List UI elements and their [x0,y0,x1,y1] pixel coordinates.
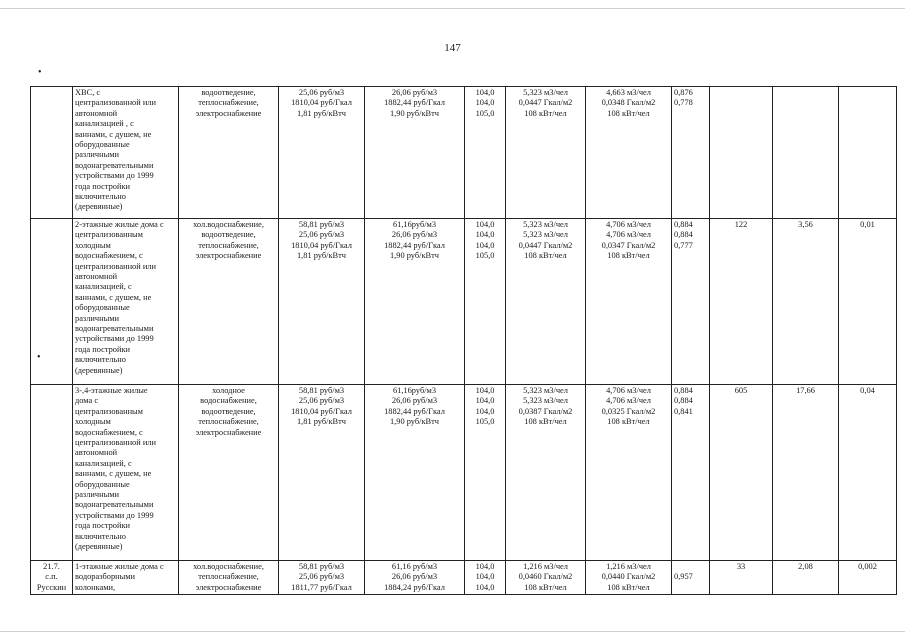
cell-line: водоснабжением, с [75,251,143,261]
cell-line: 61,16руб/м3 [392,220,437,229]
cell-line: 1,216 м3/чел [523,562,568,571]
cell-line: 108 кВт/чел [607,251,650,261]
cell-line: 0,884 [674,230,693,240]
cell-count [710,385,773,561]
cell-norm-new [586,385,672,561]
cell-line: 105,0 [475,108,495,118]
cell-line [674,562,707,572]
cell-line: 0,01 [860,220,875,229]
cell-line: канализацией , с [75,119,134,129]
cell-utility-services [179,87,279,219]
cell-line: 104,0 [475,230,495,240]
cell-amount [773,219,839,385]
cell-line: водоразборными [75,572,136,582]
cell-tariff-new [365,219,465,385]
cell-line: 0,0440 Гкал/м2 [601,572,656,582]
cell-line: 4,663 м3/чел [606,88,651,97]
margin-dot: • [38,67,42,78]
cell-index-percent [465,219,506,385]
cell-line: теплоснабжение, [198,240,259,250]
cell-line: 61,16руб/м3 [392,386,437,395]
cell-line: 108 кВт/чел [524,108,567,118]
cell-line: различными [75,313,119,323]
cell-line: 108 кВт/чел [524,417,567,427]
cell-line: централизованной или [75,438,156,448]
cell-line: водонагревательными [75,160,154,170]
cell-line: включительно [75,531,126,541]
cell-line: 1,81 руб/кВтч [296,417,347,427]
cell-row-number [31,385,73,561]
table-row [31,561,897,595]
cell-line: года постройки [75,181,131,191]
cell-line: холодное [212,386,245,395]
cell-amount [773,87,839,219]
cell-line: с.п. [45,572,58,582]
cell-norm-new [586,561,672,595]
cell-line: 104,0 [475,220,495,229]
scan-edge-top [0,8,905,9]
cell-line: 4,706 м3/чел [606,230,651,240]
cell-count [710,219,773,385]
cell-amount [773,561,839,595]
cell-line: 1810,04 руб/Гкал [291,98,352,108]
cell-line: 104,0 [475,396,495,406]
cell-line: 0,778 [674,98,693,108]
cell-index-percent [465,561,506,595]
cell-line: ваннами, с душем, не [75,129,152,139]
cell-line: ваннами, с душем, не [75,292,152,302]
cell-line: 108 кВт/чел [607,108,650,118]
cell-share [839,219,897,385]
cell-ratio [672,561,710,595]
cell-line: водоснабжение, [200,396,257,406]
cell-line: 5,323 м3/чел [523,88,568,97]
cell-tariff-current [279,561,365,595]
cell-line: 1810,04 руб/Гкал [291,240,352,250]
cell-line: водоснабжением, с [75,427,143,437]
cell-line: хол.водоснабжение, [193,562,264,571]
cell-tariff-new [365,561,465,595]
cell-index-percent [465,87,506,219]
cell-line: холодным [75,417,111,427]
cell-line: 1,90 руб/кВтч [389,251,440,261]
cell-line: 0,957 [674,572,693,582]
page-number: 147 [444,42,461,54]
cell-line: 104,0 [475,240,495,250]
cell-line: года постройки [75,521,131,531]
cell-line: оборудованные [75,303,130,313]
cell-line: 0,04 [860,386,875,395]
cell-norm-current [506,219,586,385]
cell-line: 1,216 м3/чел [606,562,651,571]
cell-line: 5,323 м3/чел [523,220,568,229]
cell-line: 1810,04 руб/Гкал [291,406,352,416]
cell-line: 58,81 руб/м3 [298,562,345,571]
cell-line: 2,08 [798,562,813,571]
cell-line: 104,0 [475,406,495,416]
cell-line: теплоснабжение, [198,572,259,582]
cell-row-number [31,219,73,385]
cell-line: водонагревательными [75,500,154,510]
cell-norm-current [506,385,586,561]
cell-line: холодным [75,240,111,250]
cell-line: централизованным [75,406,143,416]
cell-line: теплоснабжение, [198,417,259,427]
cell-line: автономной [75,272,118,282]
cell-line: включительно [75,355,126,365]
cell-line: 5,323 м3/чел [523,386,568,395]
cell-line: 26,06 руб/м3 [391,572,438,582]
cell-line: 33 [736,562,746,571]
cell-utility-services [179,219,279,385]
cell-housing-type [73,385,179,561]
cell-line: канализацией, с [75,282,132,292]
cell-line: 0,0447 Гкал/м2 [518,240,573,250]
cell-line: 3,56 [798,220,813,229]
cell-line: 104,0 [475,98,495,108]
table-row [31,219,897,385]
cell-line: 4,706 м3/чел [606,220,651,229]
cell-line: устройствами до 1999 [75,510,154,520]
cell-line: 1,81 руб/кВтч [296,108,347,118]
cell-line: 4,706 м3/чел [606,396,651,406]
cell-share [839,385,897,561]
cell-line: хол.водоснабжение, [193,220,264,229]
cell-line: 25,06 руб/м3 [298,88,345,97]
cell-line: ХВС, с [75,88,101,97]
tariff-table [30,86,897,595]
cell-norm-new [586,219,672,385]
cell-row-number [31,87,73,219]
table-row [31,87,897,219]
cell-line: 108 кВт/чел [607,582,650,592]
cell-line: 0,0447 Гкал/м2 [518,98,573,108]
cell-line: 61,16 руб/м3 [391,562,438,571]
cell-line: 0,002 [858,562,877,571]
cell-line: 104,0 [475,572,495,582]
cell-line: электроснабжение [195,582,262,592]
cell-line: 2-этажные жилые дома с [75,220,164,229]
scan-edge-bottom [0,631,905,632]
cell-tariff-new [365,385,465,561]
cell-line: 1882,44 руб/Гкал [384,240,445,250]
cell-line: 25,06 руб/м3 [298,230,345,240]
cell-line: 25,06 руб/м3 [298,396,345,406]
cell-tariff-current [279,87,365,219]
cell-ratio [672,87,710,219]
cell-line: различными [75,490,119,500]
cell-line: электроснабжение [195,108,262,118]
cell-line: 17,66 [796,386,815,395]
cell-line: 104,0 [475,88,495,97]
cell-line: 26,06 руб/м3 [391,230,438,240]
cell-line: 21.7. [43,562,60,571]
cell-line: теплоснабжение, [198,98,259,108]
cell-line: водоотведение, [201,230,256,240]
cell-line: 108 кВт/чел [524,251,567,261]
cell-line: включительно [75,192,126,202]
cell-line: 58,81 руб/м3 [298,220,345,229]
cell-share [839,561,897,595]
cell-amount [773,385,839,561]
cell-line: 0,884 [674,386,693,395]
cell-line: 0,884 [674,396,693,406]
cell-line: различными [75,150,119,160]
cell-line: оборудованные [75,479,130,489]
cell-utility-services [179,561,279,595]
cell-line: 0,0460 Гкал/м2 [518,572,573,582]
cell-line: 1882,44 руб/Гкал [384,98,445,108]
cell-line: централизованным [75,230,143,240]
cell-line: 1882,44 руб/Гкал [384,406,445,416]
cell-row-number [31,561,73,595]
cell-line: 104,0 [475,582,495,592]
cell-line: водоотведение, [201,88,256,97]
cell-line: Русскин [36,582,67,592]
cell-housing-type [73,561,179,595]
cell-tariff-current [279,219,365,385]
cell-line: 0,0387 Гкал/м2 [518,406,573,416]
cell-norm-current [506,87,586,219]
cell-line: 0,0348 Гкал/м2 [601,98,656,108]
cell-line: устройствами до 1999 [75,334,154,344]
table-row [31,385,897,561]
cell-index-percent [465,385,506,561]
cell-line: года постройки [75,344,131,354]
cell-ratio [672,385,710,561]
cell-line: канализацией, с [75,458,132,468]
cell-line: 1811,77 руб/Гкал [291,582,352,592]
cell-line: 4,706 м3/чел [606,386,651,395]
cell-line: электроснабжение [195,251,262,261]
cell-line: 5,323 м3/чел [523,396,568,406]
cell-line: ваннами, с душем, не [75,469,152,479]
cell-line: 1,81 руб/кВтч [296,251,347,261]
cell-line: автономной [75,108,118,118]
margin-dot: • [37,352,41,363]
cell-line: (деревянные) [75,365,123,375]
cell-count [710,87,773,219]
cell-line: 1,90 руб/кВтч [389,108,440,118]
cell-housing-type [73,219,179,385]
cell-line: централизованной или [75,261,156,271]
cell-tariff-current [279,385,365,561]
cell-line: 25,06 руб/м3 [298,572,345,582]
cell-line: 1,90 руб/кВтч [389,417,440,427]
cell-line: 58,81 руб/м3 [298,386,345,395]
cell-line: 26,06 руб/м3 [391,396,438,406]
cell-norm-current [506,561,586,595]
cell-line: 108 кВт/чел [524,582,567,592]
cell-line: оборудованные [75,140,130,150]
cell-line: 3-,4-этажные жилые [75,386,148,395]
cell-line: дома с [75,396,99,406]
cell-line: централизованной или [75,98,156,108]
cell-line: 5,323 м3/чел [523,230,568,240]
cell-line: 0,0325 Гкал/м2 [601,406,656,416]
cell-line: электроснабжение [195,427,262,437]
cell-line: водонагревательными [75,324,154,334]
cell-utility-services [179,385,279,561]
cell-share [839,87,897,219]
cell-count [710,561,773,595]
cell-line: 1884,24 руб/Гкал [384,582,445,592]
cell-ratio [672,219,710,385]
cell-line: 0,777 [674,240,693,250]
cell-line: 108 кВт/чел [607,417,650,427]
cell-line: 1-этажные жилые дома с [75,562,164,571]
cell-line: (деревянные) [75,542,123,552]
cell-housing-type [73,87,179,219]
cell-line: 104,0 [475,562,495,571]
cell-line: 0,841 [674,406,693,416]
cell-line: водоотведение, [201,406,256,416]
cell-norm-new [586,87,672,219]
cell-tariff-new [365,87,465,219]
cell-line: 105,0 [475,417,495,427]
cell-line: 104,0 [475,386,495,395]
cell-line: 122 [734,220,748,229]
cell-line: 26,06 руб/м3 [391,88,438,97]
cell-line: 0,876 [674,88,693,97]
cell-line: 105,0 [475,251,495,261]
cell-line: автономной [75,448,118,458]
cell-line: 0,884 [674,220,693,229]
cell-line: 605 [734,386,748,395]
cell-line: (деревянные) [75,202,123,212]
cell-line: 0,0347 Гкал/м2 [601,240,656,250]
cell-line: колонками, [75,582,116,592]
cell-line: устройствами до 1999 [75,171,154,181]
